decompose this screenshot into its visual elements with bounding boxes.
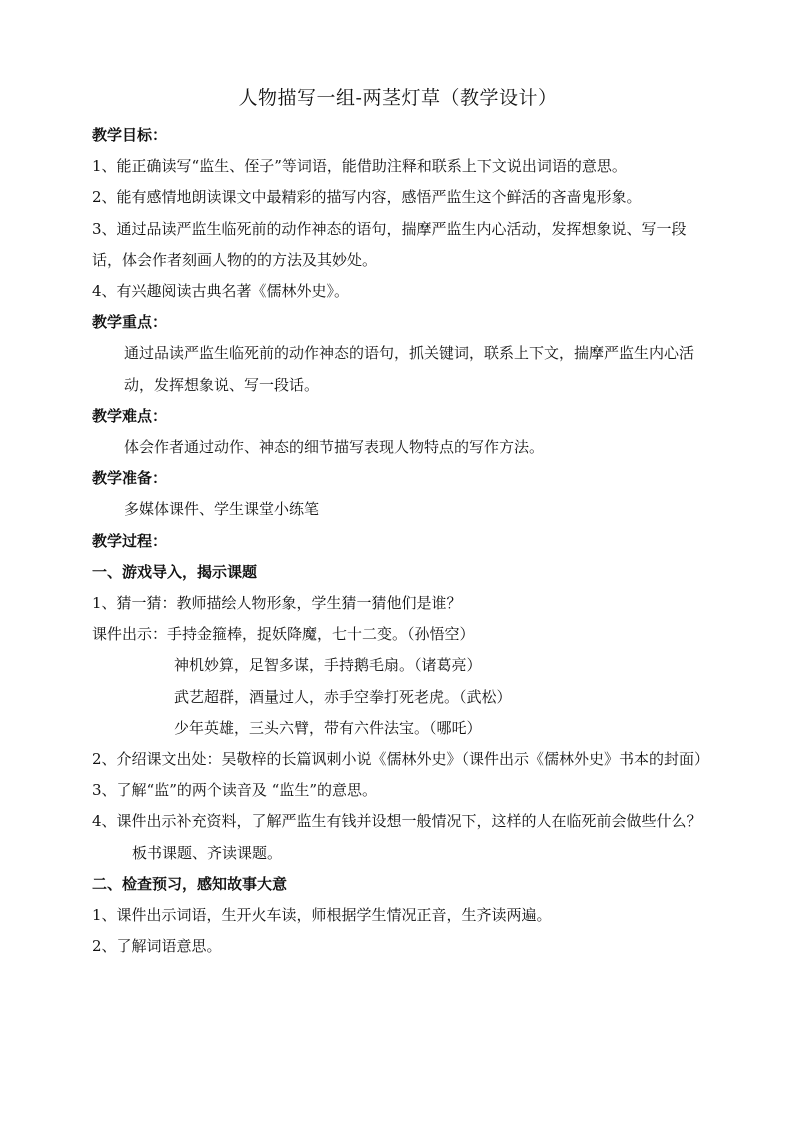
courseware-line-1 [92,619,704,650]
courseware-label: 课件出示： [92,625,168,644]
section1-item-2: 2、介绍课文出处：吴敬梓的长篇讽刺小说《儒林外史》（课件出示《儒林外史》书本的封面） [92,750,710,769]
document-title: 人物描写一组-两茎灯草（教学设计） [238,87,558,109]
difficulty-text: 体会作者通过动作、神态的细节描写表现人物特点的写作方法。 [124,438,545,457]
section1-item-4: 4、课件出示补充资料，了解严监生有钱并设想一般情况下，这样的人在临死前会做些什么？ [92,812,702,831]
section1-heading: 一、游戏导入，揭示课题 [92,562,258,581]
section1-item-1: 1、猜一猜：教师描绘人物形象，学生猜一猜他们是谁？ [92,594,462,613]
key-points-text: 通过品读严监生临死前的动作神态的语句，抓关键词，联系上下文，揣摩严监生内心活动，发挥想象说、写一段话。 [124,344,695,394]
courseware-line-2: 神机妙算，足智多谋，手持鹅毛扇。（诸葛亮） [174,656,482,675]
section1-item-3: 3、了解“监”的两个读音及 “监生”的意思。 [92,781,377,800]
courseware-line-3: 武艺超群，酒量过人，赤手空拳打死老虎。（武松） [174,687,512,706]
courseware-text-1: 手持金箍棒，捉妖降魔，七十二变。（孙悟空） [167,625,475,644]
preparation-text: 多媒体课件、学生课堂小练笔 [124,500,320,519]
section2-item-1: 1、课件出示词语，生开火车读，师根据学生情况正音，生齐读两遍。 [92,906,552,925]
preparation-heading: 教学准备： [92,469,168,488]
document-page [92,84,710,962]
objective-item-2: 2、能有感情地朗读课文中最精彩的描写内容，感悟严监生这个鲜活的吝啬鬼形象。 [92,188,642,207]
difficulty-heading: 教学难点： [92,406,168,425]
objective-item-3: 3、通过品读严监生临死前的动作神态的语句，揣摩严监生内心活动，发挥想象说、写一段话，体会作者刻画人物的的方法及其妙处。 [92,219,687,269]
courseware-line-4: 少年英雄，三头六臂，带有六件法宝。（哪吒） [174,718,482,737]
process-heading: 教学过程： [92,531,168,550]
key-points-heading: 教学重点： [92,313,168,332]
section2-item-2: 2、了解词语意思。 [92,937,222,956]
board-note: 板书课题、齐读课题。 [132,843,283,862]
objective-item-1: 1、能正确读写“监生、侄子”等词语，能借助注释和联系上下文说出词语的意思。 [92,157,627,176]
objectives-heading: 教学目标： [92,126,168,144]
objective-item-4: 4、有兴趣阅读古典名著《儒林外史》。 [92,282,350,301]
section2-heading: 二、检查预习，感知故事大意 [92,874,288,893]
